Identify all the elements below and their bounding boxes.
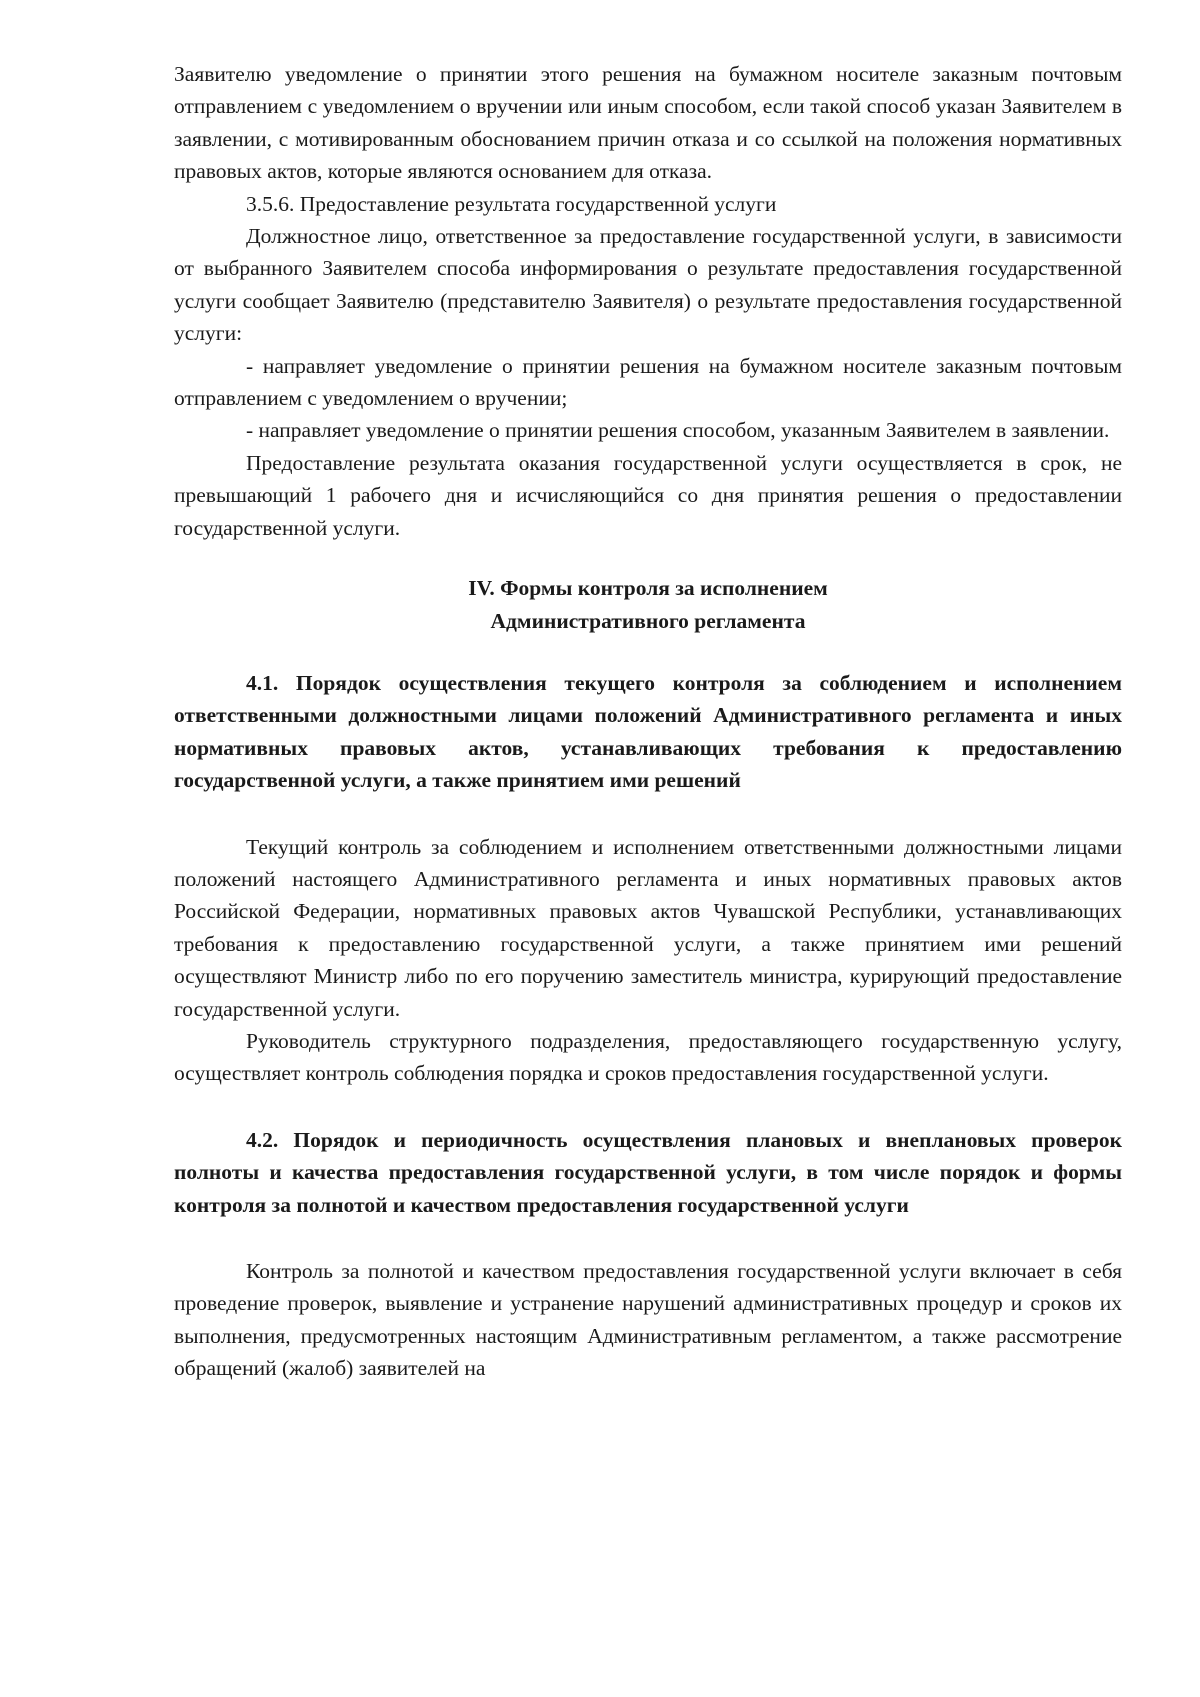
paragraph-current-control: Текущий контроль за соблюдением и исполнением ответственными должностными лицами положений настоящего Административного регламента и иных нормативных правовых актов Российской Федерации, нормативных правовых актов Чувашской Республики, устанавливающих требования к предоставлению государственной услуги, а также принятием ими решений осуществляют Министр либо по его поручению заместитель министра, курирующий предоставление государственной услуги. (174, 834, 1122, 1021)
section-title-line-2: Административного регламента (490, 608, 806, 633)
list-item-paper-notice: - направляет уведомление о принятии решения на бумажном носителе заказным почтовым отправлением с уведомлением о вручении; (174, 353, 1122, 411)
heading-4-1: 4.1. Порядок осуществления текущего контроля за соблюдением и исполнением ответственными должностными лицами положений Административного регламента и иных нормативных правовых актов, устанавливающих требования к предоставлению государственной услуги, а также принятием ими решений (174, 670, 1122, 793)
subsection-3-5-6-title: 3.5.6. Предоставление результата государственной услуги (246, 191, 777, 216)
paragraph-head-control: Руководитель структурного подразделения, предоставляющего государственную услугу, осуществляет контроль соблюдения порядка и сроков предоставления государственной услуги. (174, 1028, 1122, 1086)
section-title-line-1: IV. Формы контроля за исполнением (468, 576, 828, 601)
paragraph-official: Должностное лицо, ответственное за предоставление государственной услуги, в зависимости от выбранного Заявителем способа информирования о результате предоставления государственной услуги сообщает Заявителю (представителю Заявителя) о результате предоставления государственной услуги: (174, 224, 1122, 346)
document-page (174, 58, 1122, 1385)
paragraph-result-term: Предоставление результата оказания государственной услуги осуществляется в срок, не превышающий 1 рабочего дня и исчисляющийся со дня принятия решения о предоставлении государственной услуги. (174, 450, 1122, 540)
paragraph-quality-control: Контроль за полнотой и качеством предоставления государственной услуги включает в себя проведение проверок, выявление и устранение нарушений административных процедур и сроков их выполнения, предусмотренных настоящим Административным регламентом, а также рассмотрение обращений (жалоб) заявителей на (174, 1259, 1122, 1381)
paragraph-notification: Заявителю уведомление о принятии этого решения на бумажном носителе заказным почтовым отправлением с уведомлением о вручении или иным способом, если такой способ указан Заявителем в заявлении, с мотивированным обоснованием причин отказа и со ссылкой на положения нормативных правовых актов, которые являются основанием для отказа. (174, 62, 1122, 184)
list-item-other-method: - направляет уведомление о принятии решения способом, указанным Заявителем в заявлении. (246, 418, 1110, 443)
heading-4-2: 4.2. Порядок и периодичность осуществления плановых и внеплановых проверок полноты и качества предоставления государственной услуги, в том числе порядок и формы контроля за полнотой и качеством предоставления государственной услуги (174, 1127, 1122, 1217)
